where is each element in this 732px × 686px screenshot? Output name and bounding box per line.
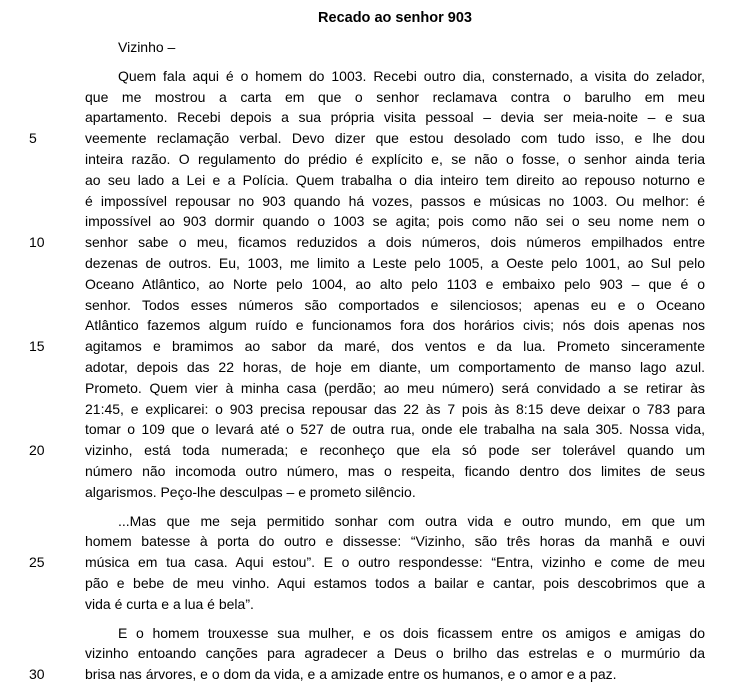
text-line [85, 399, 705, 420]
line-text: apartamento. Recebi depois a sua própria visita pessoal – devia ser meia-noite – e sua [85, 109, 705, 126]
text-line [85, 87, 705, 108]
line-text: algarismos. Peço-lhe desculpas – e prometo silêncio. [85, 483, 416, 500]
line-text: tomar o 109 que o levará até o 527 de outra rua, onde ele trabalha na sala 305. Nossa vida, [85, 421, 705, 438]
line-text: música em tua casa. Aqui estou”. E o outro respondesse: “Entra, vizinho e come de meu [85, 554, 705, 571]
text-line [85, 274, 705, 295]
text-line [85, 253, 705, 274]
line-text: adotar, depois das 22 horas, de hoje em diante, um comportamento de manso lago azul. [85, 358, 705, 375]
line-text: 21:45, e explicarei: o 903 precisa repousar das 22 às 7 pois às 8:15 deve deixar o 783 para [85, 400, 705, 417]
text-line [85, 482, 705, 503]
text-line [85, 461, 705, 482]
line-text: pão e bebe de meu vinho. Aqui estamos todos a bailar e cantar, pois descobrimos que a [85, 574, 705, 591]
line-text: Oceano Atlântico, ao Norte pelo 1004, ao alto pelo 1103 e embaixo pelo 903 – que é o [85, 275, 705, 292]
line-text: vizinho, está toda numerada; e reconheço que ela só pode ser tolerável quando um [85, 442, 705, 459]
line-number: 30 [29, 666, 45, 683]
line-number: 10 [29, 234, 45, 251]
line-text: vida é curta e a lua é bela”. [85, 595, 254, 612]
text-line [85, 211, 705, 232]
text-line [85, 37, 705, 58]
text-line [85, 191, 705, 212]
line-number: 25 [29, 554, 45, 571]
line-text: inteira razão. O regulamento do prédio é explícito e, se não o fosse, o senhor ainda teria [85, 150, 705, 167]
text-line [85, 623, 705, 644]
text-line [85, 531, 705, 552]
line-text: número não incomoda outro número, mas o respeita, ficando dentro dos limites de seus [85, 462, 705, 479]
line-text: é impossível repousar no 903 quando há vozes, passos e músicas no 1003. Ou melhor: é [85, 192, 705, 209]
line-number: 5 [29, 130, 37, 147]
text-line [85, 295, 705, 316]
text-line [85, 511, 705, 532]
line-text: agitamos e bramimos ao sabor da maré, dos ventos e da lua. Prometo sinceramente [85, 338, 705, 355]
text-line [85, 170, 705, 191]
text-line [85, 66, 705, 87]
text-line [29, 664, 705, 685]
line-text: E o homem trouxesse sua mulher, e os dois ficassem entre os amigos e amigas do [118, 624, 705, 641]
document-title: Recado ao senhor 903 [318, 10, 472, 26]
line-text: ao seu lado a Lei e a Polícia. Quem trabalha o dia inteiro tem direito ao repouso noturno e [85, 171, 705, 188]
line-number: 20 [29, 442, 45, 459]
text-line [85, 149, 705, 170]
text-line [85, 357, 705, 378]
text-line [85, 573, 705, 594]
line-number: 15 [29, 338, 45, 355]
text-line [29, 128, 705, 149]
line-text: dezenas de outros. Eu, 1003, me limito a Leste pelo 1005, a Oeste pelo 1001, ao Sul pelo [85, 254, 705, 271]
line-text: homem batesse à porta do outro e dissesse: “Vizinho, são três horas da manhã e ouvi [85, 533, 705, 550]
line-text: brisa nas árvores, e o dom da vida, e a amizade entre os humanos, e o amor e a paz. [85, 666, 617, 683]
line-text: veemente reclamação verbal. Devo dizer que estou desolado com tudo isso, e lhe dou [85, 130, 705, 147]
text-line [29, 552, 705, 573]
text-line [29, 336, 705, 357]
line-text: que me mostrou a carta em que o senhor reclamava contra o barulho em meu [85, 88, 705, 105]
text-line [85, 594, 705, 615]
text-line [29, 232, 705, 253]
text-line [85, 378, 705, 399]
line-text: Prometo. Quem vier à minha casa (perdão; ao meu número) será convidado a se retirar às [85, 379, 705, 396]
line-text: senhor. Todos esses números são comportados e silenciosos; apenas eu e o Oceano [85, 296, 705, 313]
document-body [0, 37, 732, 685]
line-text: vizinho entoando canções para agradecer a Deus o brilho das estrelas e o murmúrio da [85, 645, 705, 662]
line-text: ...Mas que me seja permitido sonhar com outra vida e outro mundo, em que um [118, 512, 705, 529]
text-line [85, 643, 705, 664]
line-text: Quem fala aqui é o homem do 1003. Recebi outro dia, consternado, a visita do zelador, [118, 67, 705, 84]
text-line [85, 419, 705, 440]
line-text: Atlântico fazemos algum ruído e funcionamos fora dos horários civis; nós dois apenas nos [85, 317, 705, 334]
line-text: Vizinho – [118, 39, 176, 55]
text-line [85, 315, 705, 336]
line-text: impossível ao 903 dormir quando o 1003 se agita; pois como não sei o seu nome nem o [85, 213, 705, 230]
text-line [29, 440, 705, 461]
text-line [85, 107, 705, 128]
line-text: senhor sabe o meu, ficamos reduzidos a dois números, dois números empilhados entre [85, 234, 705, 251]
